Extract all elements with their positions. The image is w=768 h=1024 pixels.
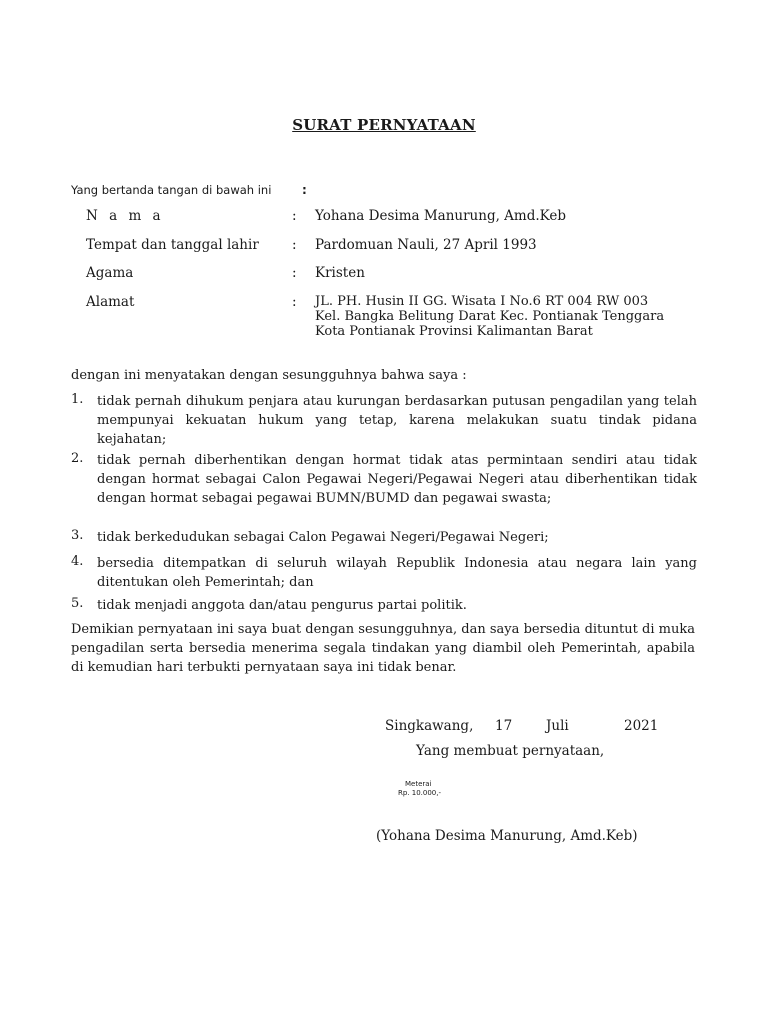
item-number: 4. [71,554,84,569]
item-text: tidak pernah diberhentikan dengan hormat tidak atas permintaan sendiri atau tidak dengan hormat sebagai Calon Pegawai Negeri/Pegawai Negeri atau diberhentikan tidak dengan hormat sebagai pegawai BUMN/BUMD dan pegawai swasta; [97,453,697,506]
field-label-alamat: Alamat [86,294,135,310]
closing-paragraph: Demikian pernyataan ini saya buat dengan sesungguhnya, dan saya bersedia dituntut di muka pengadilan serta bersedia menerima segala tindakan yang diambil oleh Pemerintah, apabila di kemudian hari terbukti pernyataan saya ini tidak benar. [71,622,695,675]
signature-month: Juli [546,718,569,734]
item-text: bersedia ditempatkan di seluruh wilayah Republik Indonesia atau negara lain yang ditentukan oleh Pemerintah; dan [97,556,697,590]
signatory-name: (Yohana Desima Manurung, Amd.Keb) [376,828,638,844]
item-number: 1. [71,392,84,407]
signature-city: Singkawang, [385,718,474,734]
materai-value: Rp. 10.000,- [398,789,442,797]
signature-day: 17 [495,718,513,734]
intro-label: Yang bertanda tangan di bawah ini [71,183,272,197]
item-text: tidak pernah dihukum penjara atau kurungan berdasarkan putusan pengadilan yang telah mempunyai kekuatan hukum yang tetap, karena melakukan suatu tindak pidana kejahatan; [97,394,697,447]
statement-intro: dengan ini menyatakan dengan sesungguhnya bahwa saya : [71,368,467,383]
materai-label: Meterai [405,780,432,788]
field-label-ttl: Tempat dan tanggal lahir [86,237,259,253]
signature-year: 2021 [624,718,659,734]
field-value-alamat-line-3: Kota Pontianak Provinsi Kalimantan Barat [315,324,593,339]
field-colon-agama: : [292,265,297,281]
item-text: tidak menjadi anggota dan/atau pengurus partai politik. [97,598,467,613]
field-value-agama: Kristen [315,265,365,281]
item-number: 2. [71,451,84,466]
item-text: tidak berkedudukan sebagai Calon Pegawai Negeri/Pegawai Negeri; [97,530,549,545]
field-colon-alamat: : [292,294,297,310]
field-value-ttl: Pardomuan Nauli, 27 April 1993 [315,237,537,253]
field-label-agama: Agama [86,265,134,281]
signature-role: Yang membuat pernyataan, [416,743,605,759]
document-title: SURAT PERNYATAAN [292,116,476,134]
item-number: 3. [71,528,84,543]
item-number: 5. [71,596,84,611]
intro-colon: : [302,183,307,197]
field-colon-ttl: : [292,237,297,253]
field-value-alamat-line-1: JL. PH. Husin II GG. Wisata I No.6 RT 004 RW 003 [315,294,649,309]
field-value-alamat-line-2: Kel. Bangka Belitung Darat Kec. Pontianak Tenggara [315,309,665,324]
field-value-nama: Yohana Desima Manurung, Amd.Keb [315,208,567,224]
field-label-nama: N a m a [86,208,165,224]
field-colon-nama: : [292,208,297,224]
